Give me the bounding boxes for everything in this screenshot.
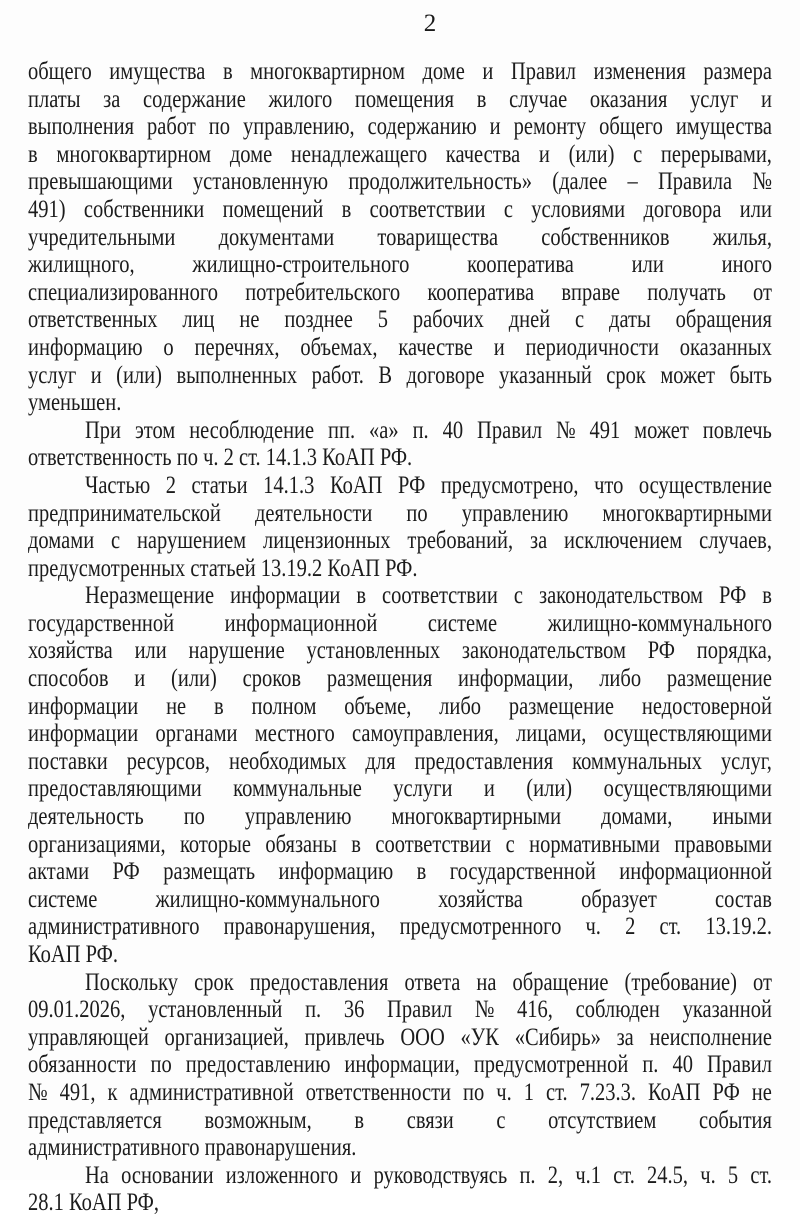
text-line: предусмотренных статьей 13.19.2 КоАП РФ. [28,554,418,582]
text-line: представляется возможным, в связи с отсутствием события [28,1106,772,1134]
text-line: деятельность по управлению многоквартирными домами, иными [28,803,772,831]
text-line: услуг и (или) выполненных работ. В договоре указанный срок может быть [28,361,772,389]
text-line: платы за содержание жилого помещения в случае оказания услуг и [28,85,772,113]
text-line: домами с нарушением лицензионных требований, за исключением случаев, [28,527,772,555]
text-line: № 491, к административной ответственности по ч. 1 ст. 7.23.3. КоАП РФ не [28,1078,772,1106]
text-line: общего имущества в многоквартирном доме и Правил изменения размера [28,58,772,85]
text-line: организациями, которые обязаны в соответствии с нормативными правовыми [28,830,772,858]
text-line: Частью 2 статьи 14.1.3 КоАП РФ предусмотрено, что осуществление [85,471,772,499]
text-line: 491) собственники помещений в соответствии с условиями договора или [28,195,772,223]
text-line: При этом несоблюдение пп. «а» п. 40 Правил № 491 может повлечь [85,416,772,444]
text-line: административного правонарушения, предусмотренного ч. 2 ст. 13.19.2. [28,913,772,941]
text-line: предпринимательской деятельности по управлению многоквартирными [28,499,772,527]
text-line: учредительными документами товарищества собственников жилья, [28,223,772,251]
text-line: информации не в полном объеме, либо размещение недостоверной [28,692,772,720]
text-line: предоставляющими коммунальные услуги и (или) осуществляющими [28,775,772,803]
text-line: 28.1 КоАП РФ, [28,1189,160,1217]
text-line: выполнения работ по управлению, содержанию и ремонту общего имущества [28,113,772,141]
text-line: 09.01.2026, установленный п. 36 Правил № 416, соблюден указанной [28,996,772,1024]
text-line: уменьшен. [28,389,122,417]
text-line: информацию о перечнях, объемах, качестве и периодичности оказанных [28,333,772,361]
text-line: системе жилищно-коммунального хозяйства образует состав [28,885,772,913]
text-line: поставки ресурсов, необходимых для предоставления коммунальных услуг, [28,747,772,775]
text-line: актами РФ размещать информацию в государственной информационной [28,858,772,886]
document-body [28,58,772,1217]
text-line: жилищного, жилищно-строительного кооператива или иного [28,251,772,279]
text-line: специализированного потребительского кооператива вправе получать от [28,278,772,306]
text-line: ответственность по ч. 2 ст. 14.1.3 КоАП РФ. [28,444,413,472]
text-line: хозяйства или нарушение установленных законодательством РФ порядка, [28,637,772,665]
text-line: обязанности по предоставлению информации, предусмотренной п. 40 Правил [28,1051,772,1079]
text-line: управляющей организацией, привлечь ООО «УК «Сибирь» за неисполнение [28,1023,772,1051]
text-line: КоАП РФ. [28,941,119,968]
text-line: ответственных лиц не позднее 5 рабочих дней с даты обращения [28,306,772,334]
text-line: государственной информационной системе жилищно-коммунального [28,609,772,637]
page-number: 2 [423,10,437,37]
text-line: способов и (или) сроков размещения информации, либо размещение [28,665,772,693]
text-line: административного правонарушения. [28,1134,357,1162]
text-line: превышающими установленную продолжительность» (далее – Правила № [28,168,772,196]
text-line: На основании изложенного и руководствуясь п. 2, ч.1 ст. 24.5, ч. 5 ст. [85,1161,772,1189]
text-line: Неразмещение информации в соответствии с законодательством РФ в [85,582,772,610]
text-line: информации органами местного самоуправления, лицами, осуществляющими [28,720,772,748]
text-line: Поскольку срок предоставления ответа на обращение (требование) от [85,968,772,996]
text-line: в многоквартирном доме ненадлежащего качества и (или) с перерывами, [28,140,772,168]
